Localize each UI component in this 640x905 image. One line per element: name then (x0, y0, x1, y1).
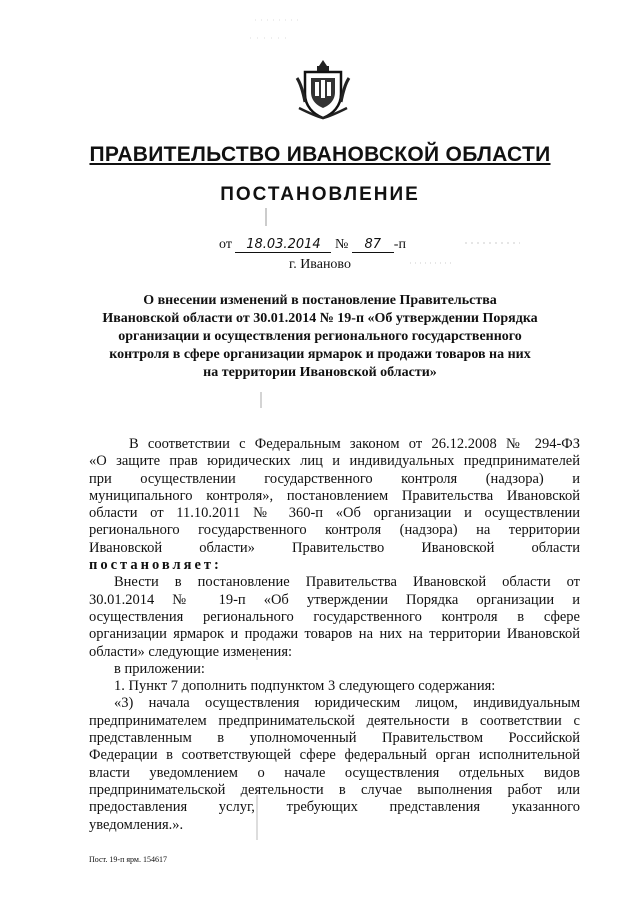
coat-of-arms-icon (295, 58, 351, 122)
document-type: ПОСТАНОВЛЕНИЕ (220, 184, 420, 205)
body-line: 1. Пункт 7 дополнить подпунктом 3 следующего содержания: (114, 678, 496, 695)
from-label: от (219, 237, 232, 252)
heading-line: Ивановской области от 30.01.2014 № 19-п «Об утверждении Порядка (102, 311, 538, 326)
body-line: Федерации в соответствующей сфере федеральный орган исполнительной (89, 747, 580, 764)
body-line: в приложении: (114, 660, 205, 677)
body-line: «О защите прав юридических лиц и индивидуальных предпринимателей (89, 453, 580, 470)
document-date: 18.03.2014 (235, 237, 331, 253)
body-line: уведомления.». (89, 816, 184, 833)
body-line: при осуществлении государственного контроля (надзора) и (89, 470, 580, 487)
body-line: власти уведомлением о начале осуществления отдельных видов (89, 764, 580, 781)
body-line: области от 11.10.2011 № 360-п «Об организации и осуществлении (89, 505, 580, 522)
body-line: области» следующие изменения: (89, 643, 293, 660)
body-line: предпринимательской деятельности в случае выполнения работ или (89, 781, 580, 798)
body-line: Внести в постановление Правительства Ивановской области от (114, 574, 580, 591)
document-body (89, 436, 580, 834)
body-line: организации ярмарок и продажи товаров на них на территории Ивановской (89, 626, 580, 643)
heading-line: организации и осуществления регионального государственного (118, 329, 522, 344)
body-line: осуществления регионального государственного контроля в сфере (89, 608, 580, 625)
body-line: «3) начала осуществления юридическим лицом, индивидуальным (114, 695, 580, 712)
body-line: представленным в уполномоченный Правительством Российской (89, 730, 580, 747)
body-line: предоставления услуг, требующих представления указанного (89, 799, 580, 816)
document-heading (80, 292, 560, 382)
footer-note: Пост. 19-п ярм. 154617 (89, 855, 167, 864)
body-line: В соответствии с Федеральным законом от 26.12.2008 № 294-ФЗ (129, 436, 580, 452)
body-line: 30.01.2014 № 19-п «Об утверждении Порядка организации и (89, 591, 580, 608)
body-line: Ивановской области» Правительство Ивановской области (89, 539, 580, 556)
government-title: ПРАВИТЕЛЬСТВО ИВАНОВСКОЙ ОБЛАСТИ (89, 143, 551, 166)
heading-line: контроля в сфере организации ярмарок и продажи товаров на них (109, 347, 531, 362)
city: г. Иваново (289, 257, 351, 272)
number-suffix: -п (393, 237, 406, 252)
document-number-line (219, 237, 406, 253)
decree-word: постановляет: (89, 557, 222, 574)
heading-line: О внесении изменений в постановление Правительства (143, 293, 497, 308)
heading-line: на территории Ивановской области» (203, 365, 437, 380)
number-sign: № (334, 237, 349, 252)
body-line: регионального государственного контроля (надзора) на территории (89, 522, 580, 539)
body-line: предпринимателем предпринимательской деятельности в соответствии с (89, 712, 580, 729)
document-number: 87 (352, 237, 394, 253)
body-line: муниципального контроля», постановлением Правительства Ивановской (89, 487, 580, 504)
